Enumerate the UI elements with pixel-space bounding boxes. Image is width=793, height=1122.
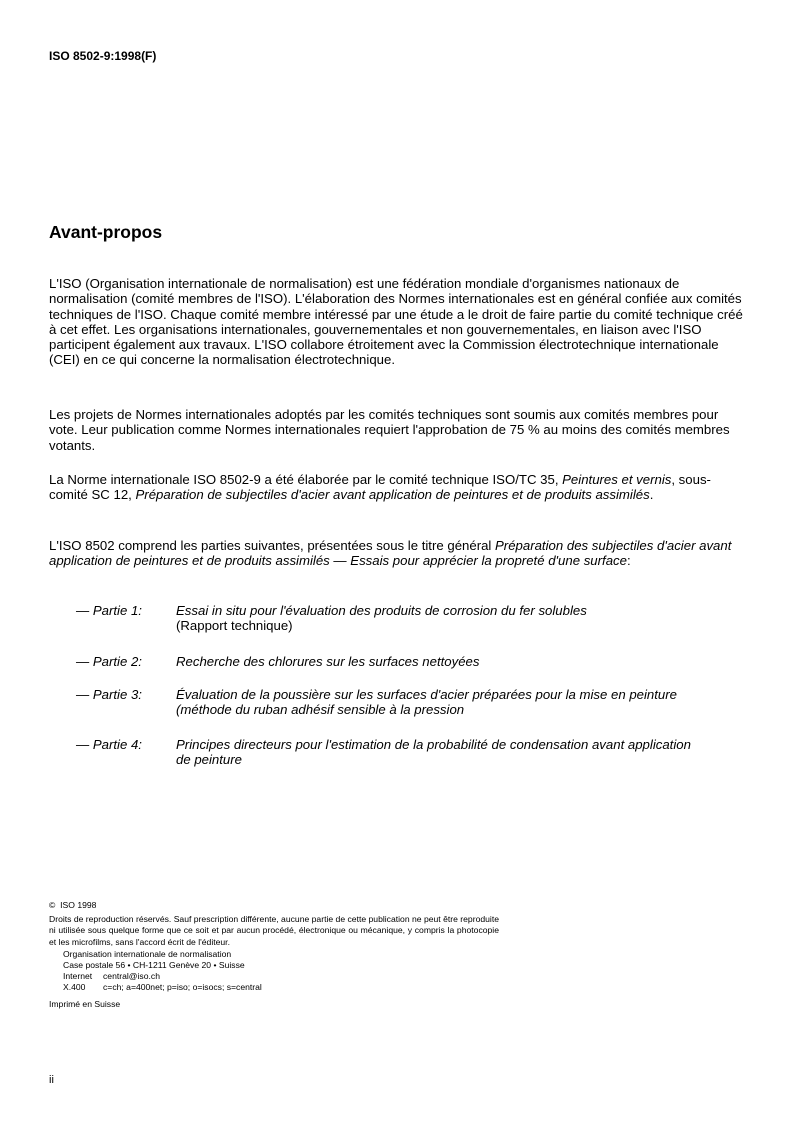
part-title-text: Principes directeurs pour l'estimation de la probabilité de condensation avant application de peinture: [176, 737, 691, 768]
part-note: (Rapport technique): [176, 618, 293, 634]
part-title: [176, 687, 696, 718]
committee-title: Peintures et vernis: [562, 472, 672, 487]
internet-address: central@iso.ch: [103, 971, 160, 982]
document-code: ISO 8502-9:1998(F): [49, 49, 157, 63]
x400-row: [63, 982, 499, 993]
foreword-paragraph-4: [49, 538, 749, 569]
part-title-text: Recherche des chlorures sur les surfaces nettoyées: [176, 654, 480, 669]
foreword-paragraph-2: Les projets de Normes internationales adoptés par les comités techniques sont soumis aux comités membres pour vote. Leur publication comme Normes internationales requiert l'approbation de 75 % au moins des comités membres votants.: [49, 407, 730, 453]
p4-text-c: :: [626, 553, 631, 569]
org-name: Organisation internationale de normalisation: [63, 948, 232, 959]
x400-address: c=ch; a=400net; p=iso; o=isocs; s=central: [103, 982, 262, 993]
part-title-text: Essai in situ pour l'évaluation des produits de corrosion du fer solubles: [176, 603, 587, 618]
p3-text-e: .: [649, 487, 654, 503]
page-number: ii: [49, 1074, 54, 1086]
x400-label: X.400: [63, 982, 86, 993]
foreword-paragraph-3: [49, 472, 749, 503]
printed-in: Imprimé en Suisse: [49, 998, 121, 1009]
part-title: [176, 737, 696, 768]
internet-row: [63, 971, 499, 982]
copyright-year: ISO 1998: [60, 900, 97, 910]
address-block: [63, 949, 499, 994]
part-label: — Partie 2:: [76, 654, 142, 669]
rights-text: Droits de reproduction réservés. Sauf prescription différente, aucune partie de cette publication ne peut être reproduite ni utilisée sous quelque forme que ce soit et par aucun procédé, électronique ou mécanique, y compris la photocopie et les microfilms, sans l'accord écrit de l'éditeur.: [49, 914, 499, 947]
subcommittee-title: Préparation de subjectiles d'acier avant application de peintures et de produits assimilés: [135, 487, 650, 503]
part-title: [176, 654, 696, 669]
foreword-paragraph-1: L'ISO (Organisation internationale de normalisation) est une fédération mondiale d'organismes nationaux de normalisation (comité membres de l'ISO). L'élaboration des Normes internationales est en général confiée aux comités techniques de l'ISO. Chaque comité membre intéressé par une étude a le droit de faire partie du comité technique créé à cet effet. Les organisations internationales, gouvernementales et non gouvernementales, en liaison avec l'ISO participent également aux travaux. L'ISO collabore étroitement avec la Commission électrotechnique internationale (CEI) en ce qui concerne la normalisation électrotechnique.: [49, 276, 743, 368]
copyright-line: [49, 900, 499, 911]
internet-label: Internet: [63, 971, 93, 982]
part-title-text: Évaluation de la poussière sur les surfaces d'acier préparées pour la mise en peinture (méthode du ruban adhésif sensible à la pression: [176, 687, 677, 718]
p3-text-c: , sous-comité SC 12,: [49, 472, 711, 503]
part-title: [176, 603, 696, 634]
part-label: — Partie 3:: [76, 687, 142, 702]
copyright-icon: ©: [49, 900, 56, 910]
copyright-notice: [49, 900, 499, 1010]
part-label: — Partie 1:: [76, 603, 142, 618]
general-title: Préparation des subjectiles d'acier avant application de peintures et de produits assimilés — Essais pour apprécier la propreté d'une surface: [49, 538, 732, 569]
section-title: Avant-propos: [49, 222, 163, 242]
postal-address: Case postale 56 • CH-1211 Genève 20 • Suisse: [63, 960, 245, 971]
part-label: — Partie 4:: [76, 737, 142, 752]
p4-text-a: L'ISO 8502 comprend les parties suivantes, présentées sous le titre général: [49, 538, 496, 553]
p3-text-a: La Norme internationale ISO 8502-9 a été élaborée par le comité technique ISO/TC 35,: [49, 472, 563, 487]
